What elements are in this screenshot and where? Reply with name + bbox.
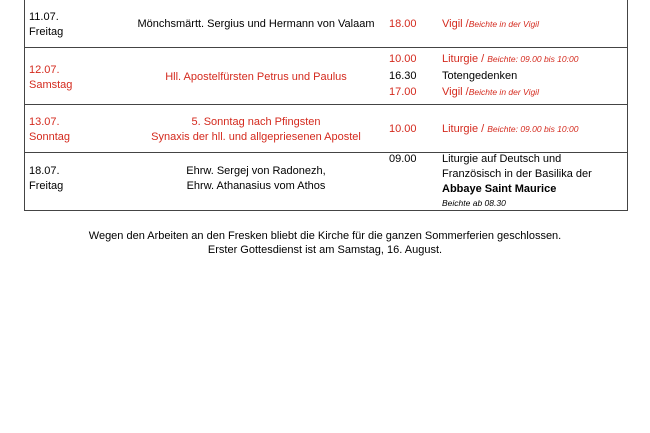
confession-note: Beichte ab 08.30 (442, 198, 506, 208)
confession-note: Beichte in der Vigil (468, 87, 539, 97)
service-time: 17.00 (389, 86, 417, 98)
weekday: Freitag (29, 26, 64, 38)
schedule-row-12-07 (25, 47, 627, 104)
service-time: 09.00 (389, 153, 417, 165)
schedule-table (24, 0, 628, 211)
service-line: Französisch in der Basilika der (442, 168, 592, 180)
service-name: Totengedenken (442, 70, 518, 82)
service-entry: Vigil /Beichte in der Vigil (442, 86, 539, 98)
service-time: 16.30 (389, 70, 417, 82)
service-time: 10.00 (389, 53, 417, 65)
date: 11.07. (29, 11, 59, 23)
service-name: Vigil (442, 86, 463, 98)
service-entry: Liturgie / Beichte: 09.00 bis 10:00 (442, 123, 579, 135)
feast-name: Ehrw. Athanasius vom Athos (186, 180, 326, 192)
weekday: Sonntag (29, 131, 70, 143)
date: 13.07. (29, 116, 60, 128)
service-entry: Liturgie / Beichte: 09.00 bis 10:00 (442, 53, 579, 65)
schedule-row-18-07 (25, 152, 627, 210)
feast-name: Hll. Apostelfürsten Petrus und Paulus (165, 71, 347, 83)
closure-notice (0, 229, 650, 257)
schedule-row-11-07 (25, 0, 627, 47)
service-time: 18.00 (389, 18, 417, 30)
service-entry: Vigil /Beichte in der Vigil (442, 18, 539, 30)
confession-note: Beichte: 09.00 bis 10:00 (487, 124, 579, 134)
confession-note: Beichte in der Vigil (468, 19, 539, 29)
feast-name: 5. Sonntag nach Pfingsten (191, 116, 321, 128)
schedule-row-13-07 (25, 104, 627, 152)
feast-name: Ehrw. Sergej von Radonezh, (186, 165, 326, 177)
service-time: 10.00 (389, 123, 417, 135)
date: 18.07. (29, 165, 60, 177)
feast-name: Mönchsmärtt. Sergius und Hermann von Valaam (137, 18, 375, 30)
weekday: Freitag (29, 180, 64, 192)
service-line: Liturgie auf Deutsch und (442, 153, 562, 165)
date: 12.07. (29, 64, 60, 76)
service-name: Liturgie (442, 123, 479, 135)
feast-name: Synaxis der hll. und allgepriesenen Apostel (151, 131, 361, 143)
service-name: Liturgie (442, 53, 479, 65)
confession-note: Beichte: 09.00 bis 10:00 (487, 54, 579, 64)
notice-line: Wegen den Arbeiten an den Fresken bliebt die Kirche für die ganzen Sommerferien geschlossen. (88, 230, 562, 242)
service-name: Vigil (442, 18, 463, 30)
weekday: Samstag (29, 79, 73, 91)
notice-line: Erster Gottesdienst ist am Samstag, 16. August. (207, 244, 443, 256)
venue-name: Abbaye Saint Maurice (442, 183, 557, 195)
